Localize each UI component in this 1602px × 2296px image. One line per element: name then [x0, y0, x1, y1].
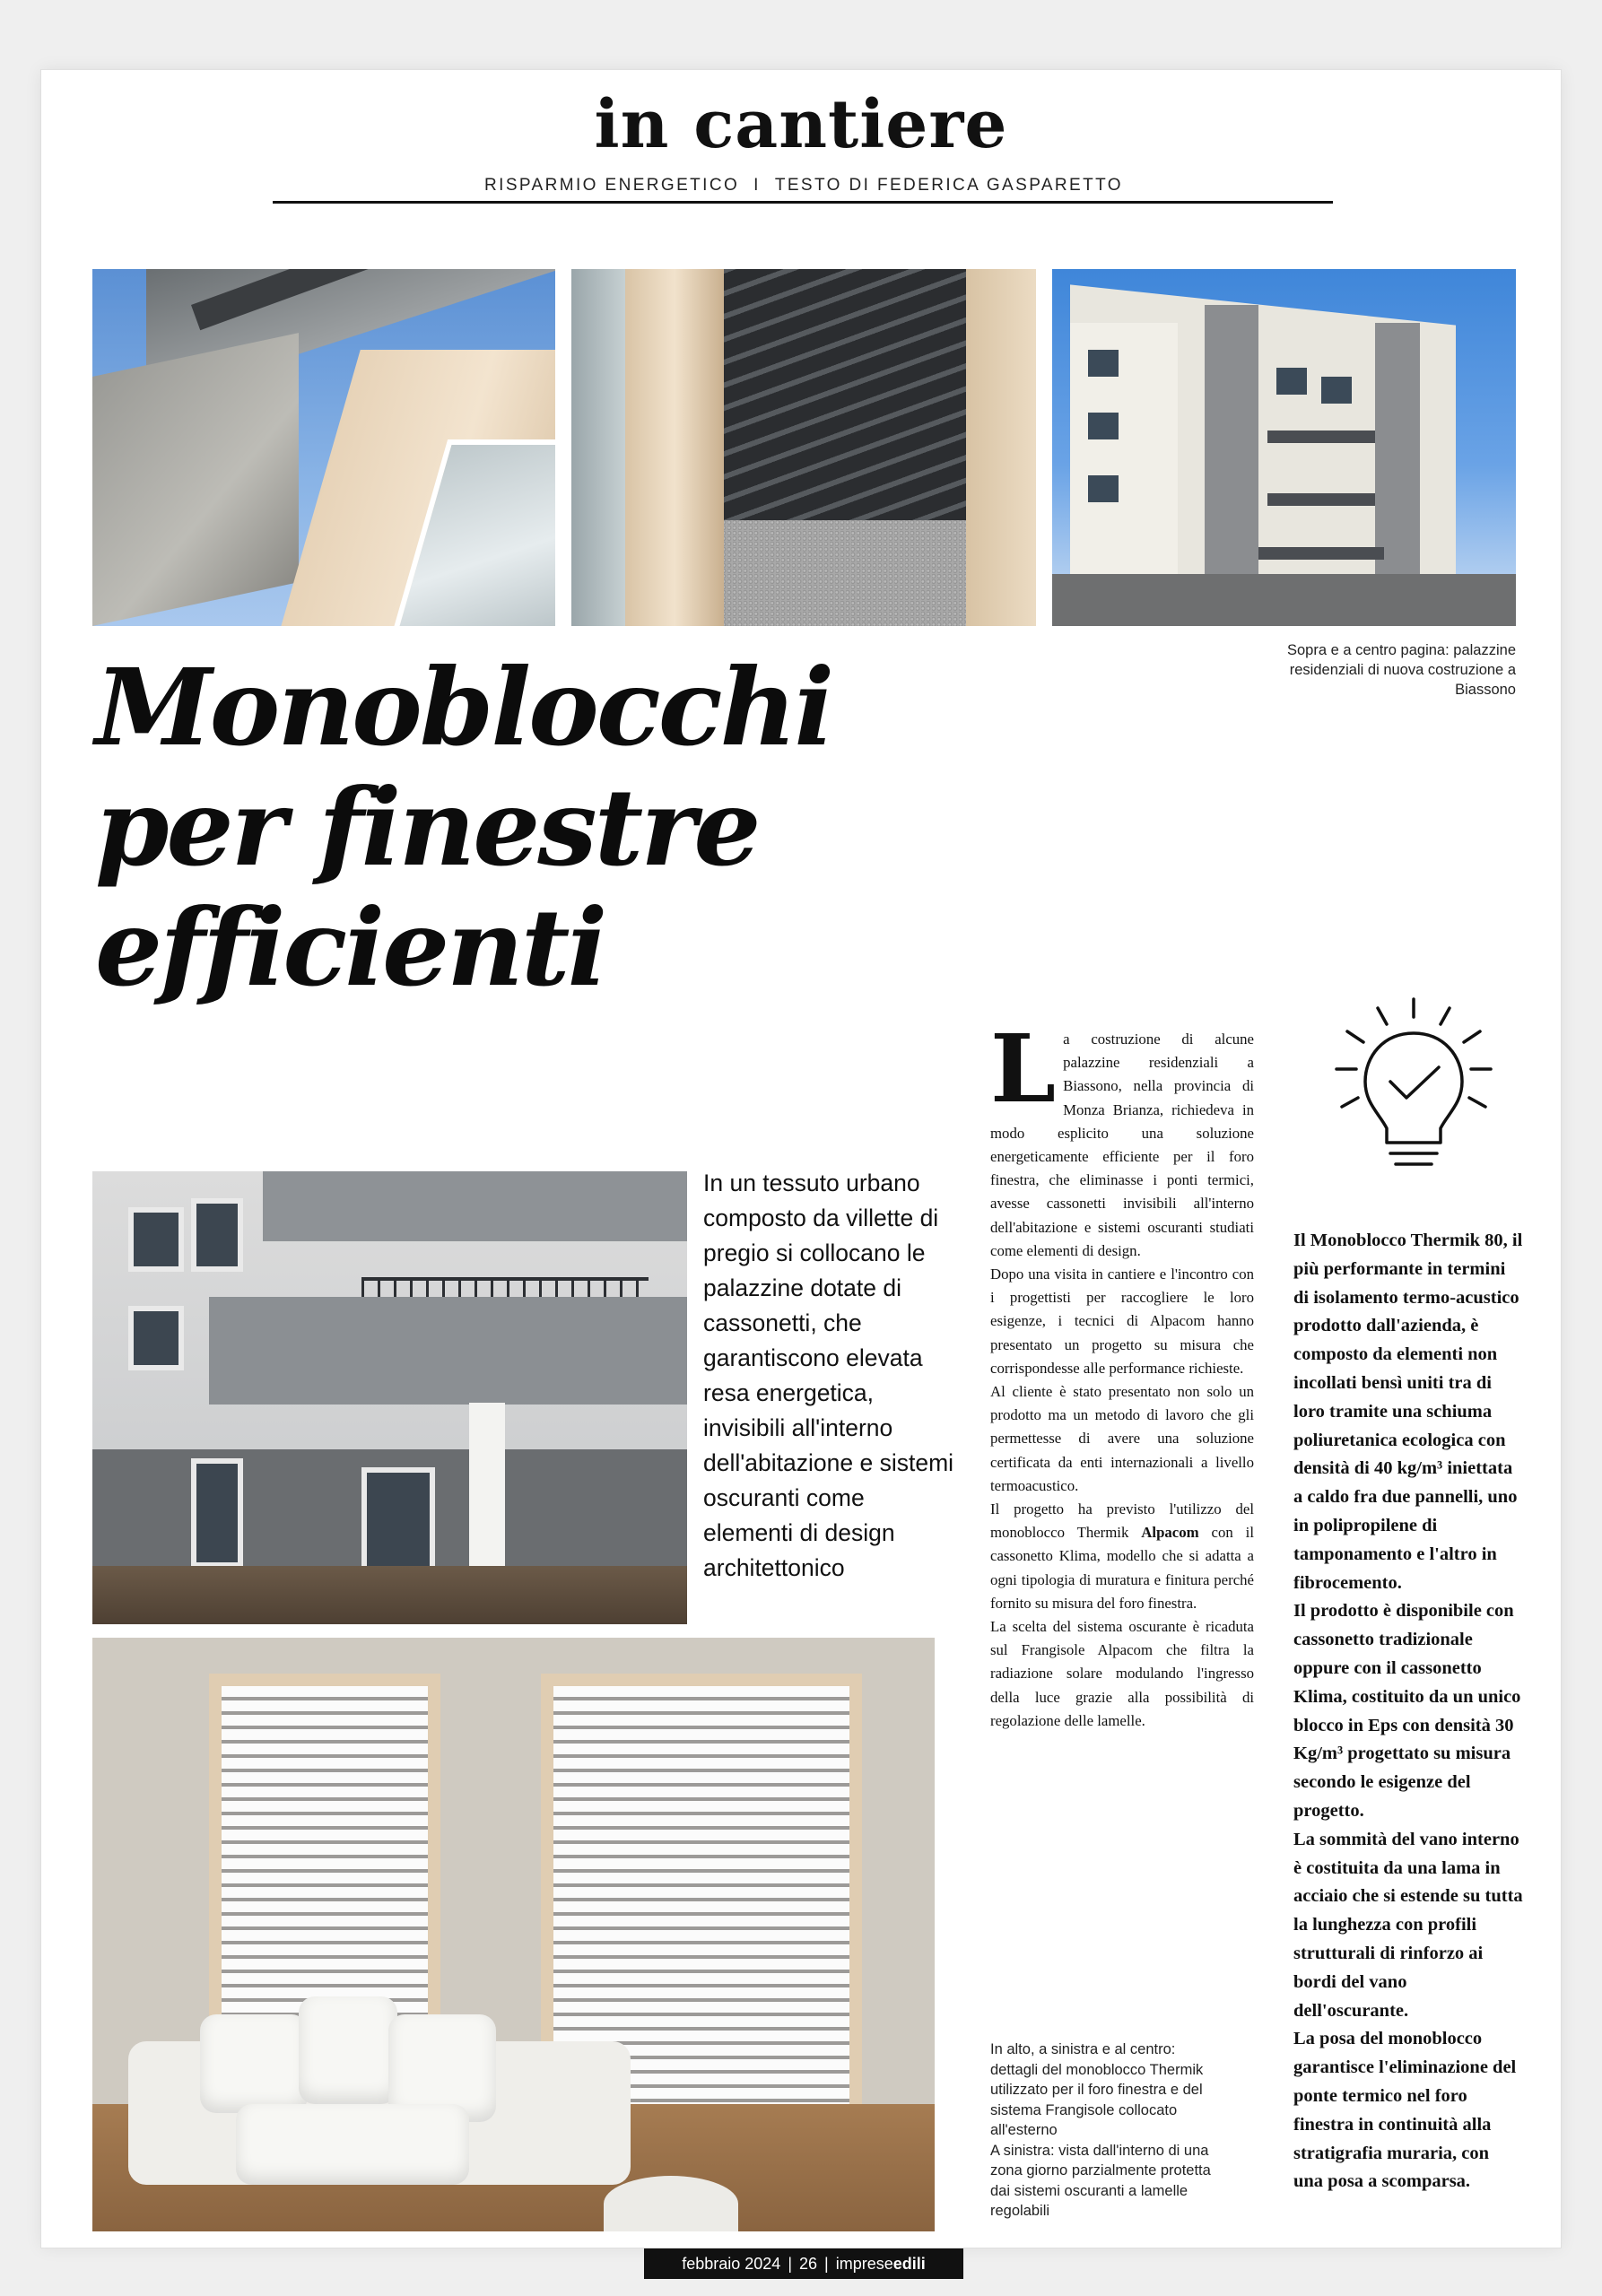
- caption-top-right: Sopra e a centro pagina: palazzine residenziali di nuova costruzione a Biassono: [1286, 642, 1516, 698]
- headline-line-2: per finestre: [95, 765, 759, 890]
- body-paragraph-3: Al cliente è stato presentato non solo un prodotto ma un metodo di lavoro che gli permettesse di avere una soluzione certificata da enti internazionali a livello termoacustico.: [990, 1383, 1254, 1494]
- sidebar-paragraph-3: La sommità del vano interno è costituita da una lama in acciaio che si estende su tutta la lunghezza con profili strutturali di rinforzo ai bordi del vano dell'oscurante.: [1293, 1829, 1523, 2021]
- footer-brand: impreseedili: [835, 2255, 926, 2273]
- body-paragraph-1: La costruzione di alcune palazzine residenziali a Biassono, nella provincia di Monza Brianza, richiedeva in modo esplicito una soluzione energeticamente efficiente per il foro finestra, che eliminasse i ponti termici, avesse cassonetti invisibili all'interno dell'abitazione e sistemi oscuranti studiati come elementi di design.: [990, 1013, 1254, 1259]
- brand-name: Alpacom: [1141, 1524, 1199, 1542]
- headline-line-3: efficienti: [95, 885, 605, 1010]
- header-rule: [273, 201, 1333, 204]
- lightbulb-check-icon: [1315, 994, 1512, 1191]
- drop-cap: L: [990, 1013, 1057, 1124]
- sidebar-paragraph-4: La posa del monoblocco garantisce l'eliminazione del ponte termico nel foro finestra in continuità alla stratigrafia muraria, con una posa a scomparsa.: [1293, 2029, 1517, 2192]
- photo-living-room-interior: [92, 1638, 935, 2231]
- magazine-page: [41, 70, 1561, 2273]
- sidebar-paragraph-2: Il prodotto è disponibile con cassonetto tradizionale oppure con il cassonetto Klima, costituito da un unico blocco in Eps con densità 30 Kg/m³ progettato su misura secondo le esigenze del progetto.: [1293, 1601, 1521, 1821]
- sidebar-box: [1293, 1227, 1523, 2196]
- footer-page-number: 26: [799, 2255, 818, 2273]
- kicker-author: TESTO DI FEDERICA GASPARETTO: [774, 176, 1123, 195]
- photo-building-exterior: [1052, 269, 1516, 626]
- sidebar-paragraph-1: Il Monoblocco Thermik 80, il più performante in termini di isolamento termo-acustico prodotto dall'azienda, è composto da elementi non incollati bensì uniti tra di loro tramite una schiuma poliuretanica ecologica con densità di 40 kg/m³ iniettata a caldo fra due pannelli, uno in polipropilene di tamponamento e l'altro in fibrocemento.: [1293, 1231, 1523, 1593]
- headline-line-1: Monoblocchi: [95, 645, 832, 770]
- body-paragraph-4: Il progetto ha previsto l'utilizzo del monoblocco Thermik Alpacom con il cassonetto Klima, modello che si adatta a ogni tipologia di muratura e finitura perché fornito su misura del foro finestra.: [990, 1500, 1254, 1612]
- photo-frangisole-detail: [571, 269, 1036, 626]
- standfirst: In un tessuto urbano composto da villette di pregio si collocano le palazzine dotate di cassonetti, che garantiscono elevata resa energetica, invisibili all'interno dell'abitazione e sistemi oscuranti come elementi di design architettonico: [703, 1170, 954, 1581]
- photo-window-detail: [92, 269, 555, 626]
- kicker: [274, 176, 1333, 196]
- article-body: [990, 1013, 1254, 1733]
- headline: [95, 645, 974, 1010]
- body-paragraph-5: La scelta del sistema oscurante è ricaduta sul Frangisole Alpacom che filtra la radiazione solare modulando l'ingresso della luce grazie alla possibilità di regolazione delle lamelle.: [990, 1618, 1254, 1729]
- body-paragraph-2: Dopo una visita in cantiere e l'incontro con i progettisti per raccogliere le loro esigenze, i tecnici di Alpacom hanno presentato un progetto su misura che corrispondesse alle performance richieste.: [990, 1265, 1254, 1377]
- footer-issue: febbraio 2024: [682, 2255, 781, 2273]
- kicker-separator: I: [753, 176, 761, 195]
- section-title: in cantiere: [594, 86, 1008, 163]
- caption-bottom: In alto, a sinistra e al centro: dettagli del monoblocco Thermik utilizzato per il foro finestra e del sistema Frangisole collocato all'esterno A sinistra: vista dall'interno di una zona giorno parzialmente protetta dai sistemi oscuranti a lamelle regolabili: [990, 2041, 1211, 2219]
- photo-building-balconies: [92, 1171, 687, 1624]
- kicker-topic: RISPARMIO ENERGETICO: [484, 176, 740, 195]
- page-footer: febbraio 2024 | 26 | impreseedili: [644, 2248, 963, 2279]
